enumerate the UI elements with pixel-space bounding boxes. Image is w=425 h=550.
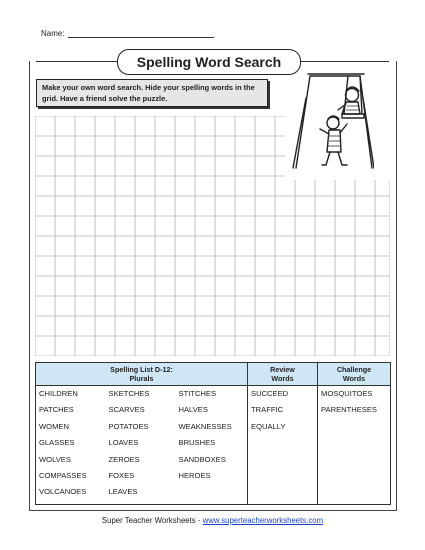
footer <box>0 516 425 525</box>
word-item: SCARVES <box>108 405 145 415</box>
word-item: ZEROES <box>108 454 140 464</box>
review-column <box>248 386 317 438</box>
word-item: TRAFFIC <box>251 405 284 415</box>
word-item: WOMEN <box>39 421 69 431</box>
word-item: COMPASSES <box>39 470 87 480</box>
word-item: VOLCANOES <box>39 487 87 497</box>
word-item: PARENTHESES <box>321 405 377 415</box>
word-item: GLASSES <box>39 438 75 448</box>
spelling-column-2 <box>106 386 176 504</box>
word-item: POTATOES <box>108 421 149 431</box>
review-header: Review Words <box>248 363 318 386</box>
challenge-header: Challenge Words <box>318 363 391 386</box>
word-item: WOLVES <box>39 454 71 464</box>
word-item: EQUALLY <box>251 421 286 431</box>
footer-text: Super Teacher Worksheets - <box>101 516 203 525</box>
word-item: PATCHES <box>39 405 74 415</box>
word-item: HALVES <box>178 405 208 415</box>
name-line <box>41 29 214 38</box>
challenge-column <box>318 386 390 422</box>
spelling-column-3 <box>176 386 248 487</box>
word-item: SUCCEED <box>251 389 289 398</box>
word-search-grid <box>35 116 390 356</box>
word-item: FOXES <box>108 470 135 480</box>
page-title: Spelling Word Search <box>117 49 301 75</box>
word-item: MOSQUITOES <box>321 389 373 398</box>
word-item: BRUSHES <box>178 438 216 448</box>
spelling-word-list <box>35 362 391 505</box>
name-blank[interactable] <box>68 37 214 38</box>
word-item: LEAVES <box>108 487 138 497</box>
grid-lines <box>35 116 390 356</box>
instructions-box: Make your own word search. Hide your spelling words in the grid. Have a friend solve the puzzle. <box>36 79 268 107</box>
spelling-list-header: Spelling List D-12: Plurals <box>36 363 248 386</box>
word-item: SANDBOXES <box>178 454 226 464</box>
word-item: SKETCHES <box>108 389 150 398</box>
word-item: STITCHES <box>178 389 217 398</box>
word-item: HEROES <box>178 470 211 480</box>
word-item: WEAKNESSES <box>178 421 232 431</box>
footer-link[interactable]: www.superteacherworksheets.com <box>202 516 324 525</box>
word-item: LOAVES <box>108 438 139 448</box>
spelling-column-1 <box>36 386 106 504</box>
word-item: CHILDREN <box>39 389 78 398</box>
name-label: Name: <box>41 29 65 38</box>
